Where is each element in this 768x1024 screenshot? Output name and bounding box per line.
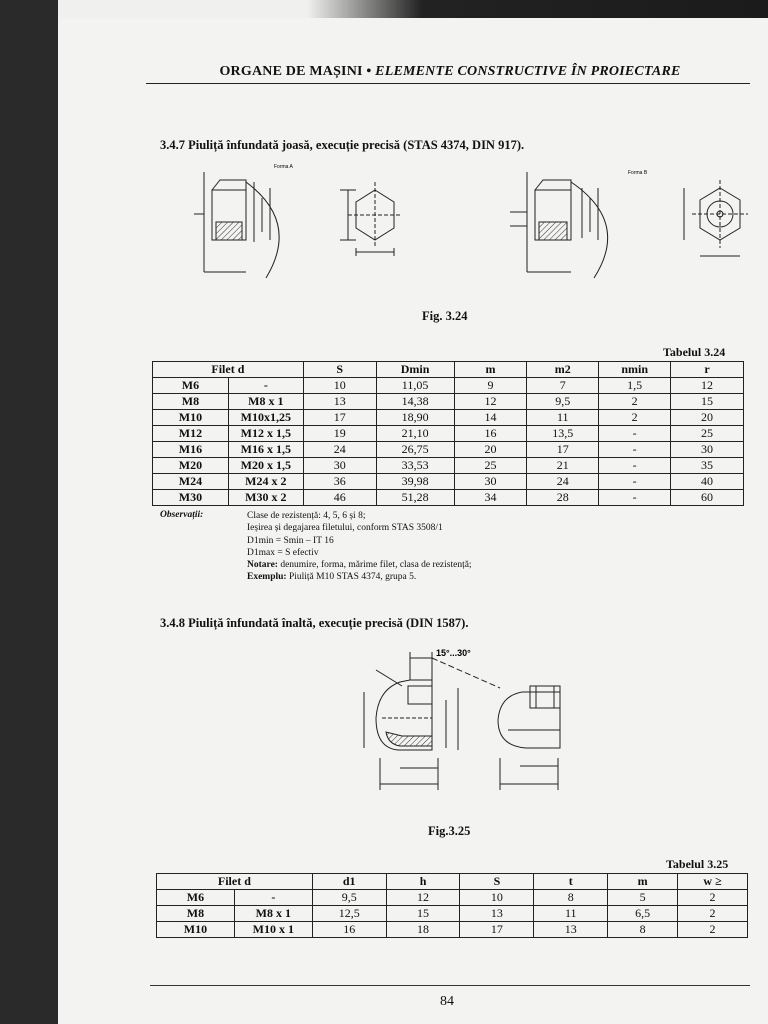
table-row [153, 442, 744, 458]
cell-s: 10 [303, 378, 376, 394]
cell-dmin: 26,75 [376, 442, 454, 458]
cell-m2: 13,5 [527, 426, 599, 442]
form-a-front-view [340, 182, 402, 256]
footer-rule [150, 985, 750, 986]
cell-s: 17 [303, 410, 376, 426]
cell-r: 30 [671, 442, 744, 458]
col-header-filet: Filet d [153, 362, 304, 378]
cell-m: 30 [454, 474, 527, 490]
observation-line: Clase de rezistență: 4, 5, 6 și 8; [247, 511, 366, 521]
form-a-side-view [194, 172, 279, 278]
table-3-24-caption: Tabelul 3.24 [663, 345, 726, 359]
cell-fine-thread: M10 x 1 [234, 922, 312, 938]
cell-m: 25 [454, 458, 527, 474]
cell-m: 12 [454, 394, 527, 410]
cell-s: 13 [460, 906, 534, 922]
observations-block [247, 510, 472, 584]
cell-dmin: 33,53 [376, 458, 454, 474]
cell-fine-thread: M16 x 1,5 [228, 442, 303, 458]
cell-nmin: - [599, 442, 671, 458]
header-book-subtitle: ELEMENTE CONSTRUCTIVE ÎN PROIECTARE [375, 64, 681, 79]
cap-nut-section-view [364, 652, 500, 790]
cell-t: 8 [534, 890, 608, 906]
cell-h: 18 [386, 922, 460, 938]
section-title-3-4-8: 3.4.8 Piuliță înfundată înaltă, execuție precisă (DIN 1587). [160, 616, 469, 630]
cell-s: 46 [303, 490, 376, 506]
cell-thread: M8 [153, 394, 229, 410]
cell-s: 10 [460, 890, 534, 906]
cell-r: 35 [671, 458, 744, 474]
table-row [153, 410, 744, 426]
col-header-dmin: Dmin [376, 362, 454, 378]
cell-fine-thread: - [234, 890, 312, 906]
col-header-t: t [534, 874, 608, 890]
col-header-r: r [671, 362, 744, 378]
cell-thread: M6 [153, 378, 229, 394]
cell-nmin: 2 [599, 394, 671, 410]
table-row [153, 426, 744, 442]
cell-thread: M20 [153, 458, 229, 474]
col-header-w: w ≥ [678, 874, 748, 890]
table-row [157, 890, 748, 906]
cell-r: 15 [671, 394, 744, 410]
cell-m: 8 [608, 922, 678, 938]
cell-r: 25 [671, 426, 744, 442]
cell-thread: M12 [153, 426, 229, 442]
cell-t: 11 [534, 906, 608, 922]
example-text: Piuliță M10 STAS 4374, grupa 5. [286, 572, 417, 583]
table-row [153, 458, 744, 474]
cell-s: 17 [460, 922, 534, 938]
cell-m2: 28 [527, 490, 599, 506]
page-number: 84 [440, 994, 454, 1009]
form-b-side-view [510, 172, 608, 278]
cap-nut-outside-view [498, 686, 560, 790]
table-row [153, 474, 744, 490]
cell-s: 30 [303, 458, 376, 474]
col-header-m: m [454, 362, 527, 378]
cell-nmin: - [599, 458, 671, 474]
form-b-front-view [684, 180, 748, 256]
observation-line: D1max = S efectiv [247, 547, 319, 558]
running-header [150, 64, 750, 80]
cell-fine-thread: - [228, 378, 303, 394]
cell-w: 2 [678, 922, 748, 938]
col-header-s: S [460, 874, 534, 890]
cell-fine-thread: M8 x 1 [228, 394, 303, 410]
cell-w: 2 [678, 906, 748, 922]
scan-edge-left [0, 0, 58, 1024]
col-header-h: h [386, 874, 460, 890]
angle-label: 15°...30° [436, 648, 471, 658]
cell-m2: 21 [527, 458, 599, 474]
cell-m2: 24 [527, 474, 599, 490]
cell-dmin: 14,38 [376, 394, 454, 410]
header-rule [146, 83, 750, 84]
cell-thread: M10 [157, 922, 235, 938]
table-row [153, 378, 744, 394]
cell-h: 15 [386, 906, 460, 922]
cell-thread: M30 [153, 490, 229, 506]
cell-m: 34 [454, 490, 527, 506]
observations-label: Observații: [160, 510, 204, 520]
cell-fine-thread: M12 x 1,5 [228, 426, 303, 442]
cell-thread: M24 [153, 474, 229, 490]
cell-m2: 7 [527, 378, 599, 394]
figure-3-25-caption: Fig.3.25 [428, 824, 471, 838]
cell-r: 60 [671, 490, 744, 506]
cell-r: 40 [671, 474, 744, 490]
cell-m: 9 [454, 378, 527, 394]
cell-dmin: 51,28 [376, 490, 454, 506]
observation-line: Ieșirea și degajarea filetului, conform STAS 3508/1 [247, 523, 443, 534]
cell-fine-thread: M30 x 2 [228, 490, 303, 506]
cell-d1: 16 [312, 922, 386, 938]
table-header-row [157, 874, 748, 890]
col-header-m: m [608, 874, 678, 890]
forma-a-label: Forma A [274, 164, 293, 170]
notation-line [247, 559, 472, 571]
cell-thread: M8 [157, 906, 235, 922]
cell-nmin: 1,5 [599, 378, 671, 394]
cell-s: 19 [303, 426, 376, 442]
cell-m2: 9,5 [527, 394, 599, 410]
header-book-title: ORGANE DE MAȘINI • [219, 64, 376, 79]
cell-fine-thread: M10x1,25 [228, 410, 303, 426]
cell-fine-thread: M8 x 1 [234, 906, 312, 922]
cell-nmin: - [599, 426, 671, 442]
cell-thread: M16 [153, 442, 229, 458]
cell-d1: 12,5 [312, 906, 386, 922]
cell-s: 13 [303, 394, 376, 410]
table-3-25 [156, 873, 748, 938]
example-line [247, 571, 472, 583]
cell-r: 12 [671, 378, 744, 394]
cell-m: 6,5 [608, 906, 678, 922]
cell-m2: 17 [527, 442, 599, 458]
forma-b-label: Forma B [628, 170, 648, 176]
figure-3-24-caption: Fig. 3.24 [422, 309, 468, 323]
cell-dmin: 21,10 [376, 426, 454, 442]
table-row [157, 906, 748, 922]
table-3-25-caption: Tabelul 3.25 [666, 857, 729, 871]
cell-m: 14 [454, 410, 527, 426]
cell-m: 5 [608, 890, 678, 906]
cell-s: 24 [303, 442, 376, 458]
cell-d1: 9,5 [312, 890, 386, 906]
table-3-24 [152, 361, 744, 506]
table-header-row [153, 362, 744, 378]
section-title-3-4-7: 3.4.7 Piuliță înfundată joasă, execuție precisă (STAS 4374, DIN 917). [160, 138, 525, 152]
cell-t: 13 [534, 922, 608, 938]
cell-r: 20 [671, 410, 744, 426]
cell-m: 20 [454, 442, 527, 458]
figure-3-24 [190, 152, 750, 292]
col-header-filet: Filet d [157, 874, 313, 890]
example-label: Exemplu: [247, 572, 287, 583]
cell-nmin: 2 [599, 410, 671, 426]
notation-label: Notare: [247, 560, 278, 571]
observation-line: D1min = Smin – IT 16 [247, 535, 334, 546]
cell-dmin: 39,98 [376, 474, 454, 490]
cell-w: 2 [678, 890, 748, 906]
figure-3-25 [340, 640, 590, 800]
cell-thread: M6 [157, 890, 235, 906]
cell-h: 12 [386, 890, 460, 906]
col-header-d1: d1 [312, 874, 386, 890]
cell-dmin: 11,05 [376, 378, 454, 394]
col-header-m2: m2 [527, 362, 599, 378]
table-row [157, 922, 748, 938]
table-row [153, 490, 744, 506]
notation-text: denumire, forma, mărime filet, clasa de rezistență; [277, 560, 472, 571]
cell-nmin: - [599, 490, 671, 506]
cell-fine-thread: M24 x 2 [228, 474, 303, 490]
cell-nmin: - [599, 474, 671, 490]
cell-m2: 11 [527, 410, 599, 426]
cell-s: 36 [303, 474, 376, 490]
cell-m: 16 [454, 426, 527, 442]
cell-dmin: 18,90 [376, 410, 454, 426]
cell-thread: M10 [153, 410, 229, 426]
cell-fine-thread: M20 x 1,5 [228, 458, 303, 474]
table-row [153, 394, 744, 410]
col-header-nmin: nmin [599, 362, 671, 378]
col-header-s: S [303, 362, 376, 378]
